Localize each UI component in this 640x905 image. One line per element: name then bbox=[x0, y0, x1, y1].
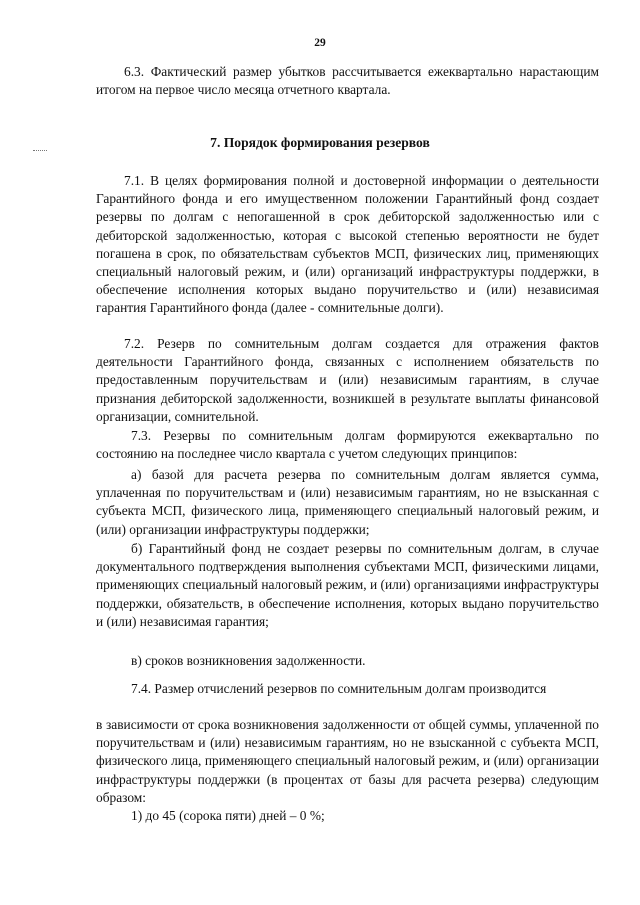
paragraph-7-1: 7.1. В целях формирования полной и достоверной информации о деятельности Гарантийного фонда и его имущественном положении Гарантийный фонд создает резервы по долгам с непогашенной в срок дебиторской задолженностью или с дебиторской задолженностью, которая с высокой степенью вероятности не будет погашена в срок, по обязательствам субъектов МСП, физических лиц, применяющих специальный налоговый режим, и (или) организаций инфраструктуры поддержки, в обеспечение исполнения которых выдано поручительство и (или) независимая гарантия Гарантийного фонда (далее - сомнительные долги). bbox=[96, 173, 599, 316]
list-item-7-4-1: 1) до 45 (сорока пяти) дней – 0 %; bbox=[131, 808, 325, 823]
paragraph-7-3-b: б) Гарантийный фонд не создает резервы по сомнительным долгам, в случае документального подтверждения выполнения субъектами МСП, физическими лицами, применяющих специальный налоговый режим, и (или) организациями инфраструктуры поддержки, обязательств, в обеспечение исполнения, которых выдано поручительство и (или) независимая гарантия; bbox=[96, 541, 599, 629]
paragraph-7-3-c: в) сроков возникновения задолженности. bbox=[131, 653, 366, 668]
paragraph-7-2: 7.2. Резерв по сомнительным долгам создается для отражения фактов деятельности Гарантийного фонда, связанных с исполнением обязательств по предоставленным поручительствам и (или) независимым гарантиям, в случае признания дебиторской задолженности, возникшей в результате выплаты финансовой организации, сомнительной. bbox=[96, 336, 599, 424]
paragraph-7-4-body: в зависимости от срока возникновения задолженности от общей суммы, уплаченной по поручительствам и (или) независимым гарантиям, но не взысканной с субъекта МСП, физического лица, применяющего специальный налоговый режим, и (или) организации инфраструктуры поддержки (в процентах от базы для расчета резерва) следующим образом: bbox=[96, 717, 599, 805]
paragraph-7-3-a: а) базой для расчета резерва по сомнительным долгам является сумма, уплаченная по поручительствам и (или) независимым гарантиям, но не взысканная с субъекта МСП, физического лица, применяющего специальный налоговый режим, и (или) организации инфраструктуры поддержки; bbox=[96, 467, 599, 537]
paragraph-6-3: 6.3. Фактический размер убытков рассчитывается ежеквартально нарастающим итогом на первое число месяца отчетного квартала. bbox=[96, 64, 599, 98]
section-7-heading: 7. Порядок формирования резервов bbox=[210, 135, 430, 150]
paragraph-7-4-heading: 7.4. Размер отчислений резервов по сомнительным долгам производится bbox=[131, 681, 547, 696]
paragraph-7-3: 7.3. Резервы по сомнительным долгам формируются ежеквартально по состоянию на последнее число квартала с учетом следующих принципов: bbox=[96, 428, 599, 462]
page-number: 29 bbox=[314, 37, 326, 49]
